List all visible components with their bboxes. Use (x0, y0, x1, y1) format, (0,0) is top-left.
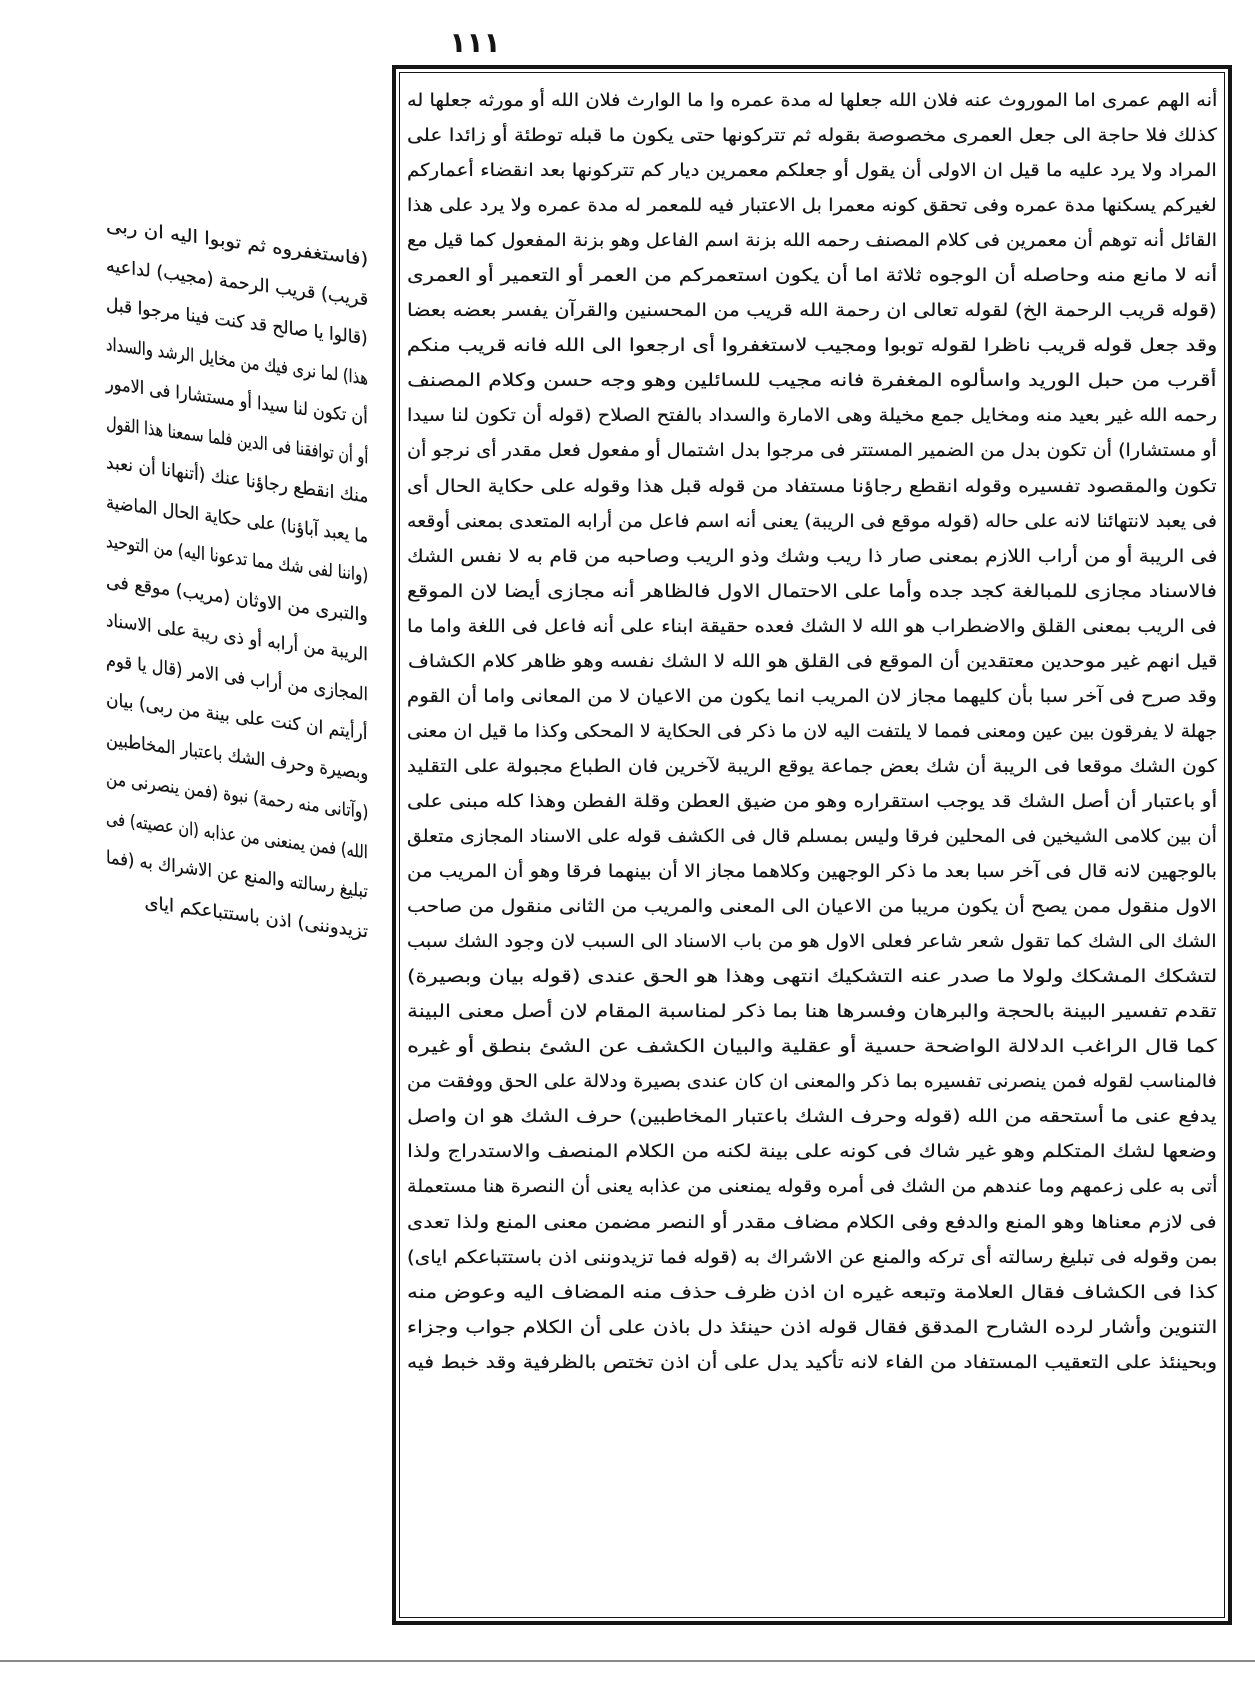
main-text-line: وضعها لشك المتكلم وهو غير شاك فى كونه على بينة لكنه من الكلام المنصف والاستدراج ولذا (407, 1141, 1217, 1163)
main-text-line: وقد صرح فى آخر سبا بأن كليهما مجاز لان المريب انما يكون من الاعيان لا من المعانى واما أن القوم (407, 685, 1217, 707)
margin-note-line: أن تكون لنا سيدا أو مستشارا فى الامور (106, 373, 368, 429)
margin-note-line: هذا) لما نرى فيك من مخايل الرشد والسداد (105, 333, 368, 389)
main-text-line: قيل انهم غير موحدين معتقدين أن الموقع فى القلق هو الله لا الشك نفسه وهو ظاهر كلام الكشاف (407, 650, 1217, 672)
margin-note-line: الله) فمن يمنعنى من عذابه (ان عصيته) فى (106, 807, 368, 863)
margin-note-line: تبليغ رسالته والمنع عن الاشراك به (فما (106, 847, 368, 903)
main-text-line: تكون والمقصود تفسيره وقوله انقطع رجاؤنا مستفاد من قوله قبل هذا وقوله على حكاية الحال أى (407, 475, 1217, 497)
main-text-line: لتشكك المشكك ولولا ما صدر عنه التشكيك انتهى وهذا هو الحق عندى (قوله بيان وبصيرة) (406, 966, 1217, 988)
main-text-line: بمن وقوله فى تبليغ رسالته أى تركه والمنع عن الاشراك به (قوله فما تزيدوننى اذن باستتباعكم اياى) (406, 1246, 1217, 1268)
margin-note-line: وبصيرة وحرف الشك باعتبار المخاطبين (105, 728, 368, 784)
main-text-line: رحمه الله غير بعيد منه ومخايل جمع مخيلة وهى الامارة والسداد بالفتح الصلاح (قوله أن تكون لنا سيدا (407, 405, 1217, 427)
scan-edge-line (0, 1660, 1255, 1662)
main-text-line: لغيركم يسكنها مدة عمره وفى تحقق كونه معمرا بل الاعتبار فيه للمعمر له مدة عمره ولا يرد على هذا (407, 195, 1217, 217)
main-text-line: أقرب من حبل الوريد واسألوه المغفرة فانه مجيب للسائلين وهو وجه حسن وكلام المصنف (407, 370, 1217, 392)
main-text-line: أتى به على زعمهم وما عندهم من الشك فى أمره وقوله يمنعنى من عذابه يعنى أن النصرة هنا مستعملة (406, 1176, 1217, 1198)
margin-notes-block (106, 206, 368, 951)
main-text-line: كما قال الراغب الدلالة الواضحة حسية أو عقلية والبيان الكشف عن الشئ بنطق أو غيره (407, 1036, 1217, 1058)
main-text-line: بالوجهين لانه قال فى آخر سبا بعد ما ذكر الوجهين وكلاهما مجاز الا أن بينهما فرقا وهو أن المريب من (407, 861, 1217, 883)
main-text-line: وقد جعل قوله قريب ناظرا لقوله توبوا ومجيب لاستغفروا أى ارجعوا الى الله فانه قريب منكم (406, 335, 1217, 357)
margin-note-line: (قالوا يا صالح قد كنت فينا مرجوا قبل (106, 294, 368, 350)
main-text-line: أو باعتبار أن أصل الشك قد يوجب استقراره وهو من ضيق العطن وقلة الفطن وهذا كله مبنى على (406, 790, 1217, 812)
main-text-line: أنه لا مانع منه وحاصله أن الوجوه ثلاثة اما أن يكون استعمركم من العمر أو التعمير أو العمرى (406, 265, 1217, 287)
main-text-line: وبحينئذ على التعقيب المستفاد من الفاء لانه تأكيد يدل على أن اذن تختص بالظرفية وقد خبط فيه (406, 1351, 1217, 1373)
main-text-line: كون الشك موقعا فى الريبة أن شك بعض جماعة يوقع الريبة لآخرين فان الطباع مجبولة على التقليد (407, 755, 1217, 777)
main-text-line: أن بين كلامى الشيخين فى المحلين فرقا وليس بمسلم قال فى الكشف قوله على الاسناد المجازى متعلق (407, 825, 1217, 847)
margin-note-line: قريب) قريب الرحمة (مجيب) لداعيه (105, 254, 368, 310)
main-text-line: فى يعبد لانتهائنا لانه على حاله (قوله موقع فى الريبة) يعنى أنه اسم فاعل من أرابه المتعدى بمعنى أوقعه (406, 510, 1217, 532)
main-text-line: فى الريبة أو من أراب اللازم بمعنى صار ذا ريب وشك وذو الريب وصاحبه من قام به لا نفس الشك (406, 545, 1217, 567)
margin-note-line: (وآتانى منه رحمة) نبوة (فمن ينصرنى من (105, 767, 368, 824)
margin-note-line: منك انقطع رجاؤنا عنك (أتنهانا أن نعبد (105, 451, 368, 508)
main-text-line: فالاسناد مجازى للمبالغة كجد جده وأما على الاحتمال الاول فالظاهر أنه مجازى أيضا لان الموقع (407, 580, 1217, 602)
margin-note-line: (فاستغفروه ثم توبوا اليه ان ربى (105, 214, 368, 271)
margin-note-line: ما يعبد آباؤنا) على حكاية الحال الماضية (105, 491, 368, 547)
main-text-line: فى لازم معناها وهو المنع والدفع وفى الكلام مضاف مقدر أو النصر مضمن معنى المنع ولذا تعدى (407, 1211, 1217, 1233)
main-text-line: أنه الهم عمرى اما الموروث عنه فلان الله جعلها له مدة عمره وا ما الوارث فلان الله أو مورثه جعلها له (406, 90, 1217, 111)
main-text-line: الاول منقول ممن يصح أن يكون مريبا من الاعيان الى المعنى والمريب من الثانى منقول من صاحب (407, 896, 1217, 918)
main-text-line: يدفع عنى ما أستحقه من الله (قوله وحرف الشك باعتبار المخاطبين) حرف الشك هو ان واصل (407, 1106, 1217, 1128)
margin-note-line: المجازى من أراب فى الامر (قال يا قوم (106, 649, 368, 705)
margin-note-line: تزيدوننى) اذن باستتباعكم اياى (144, 891, 368, 942)
main-text-line: المراد ولا يرد عليه ما قيل ان الاولى أن يقول أو جعلكم معمرين ديار كم تتركونها بعد انقضاء أعماركم (407, 160, 1217, 182)
main-text-line: القائل أنه توهم أن معمرين فى كلام المصنف رحمه الله بزنة اسم الفاعل وهو بزنة المفعول كما قيل مع (407, 230, 1217, 252)
margin-note-line: والتبرى من الاوثان (مريب) موقع فى (106, 570, 368, 626)
main-text-line: الشك الى الشك كما تقول شعر شاعر فعلى الاول هو من باب الاسناد الى السبب لان وجود الشك سبب (407, 931, 1217, 953)
main-text-block (407, 83, 1217, 1380)
main-text-line: أو مستشارا) أن تكون بدل من الضمير المستتر فى مرجوا بدل اشتمال أو مفعول فعل مقدر أى نرجو أن (407, 440, 1217, 462)
margin-note-line: (واننا لفى شك مما تدعونا اليه) من التوحيد (105, 530, 368, 587)
main-text-line: فى الريب بمعنى القلق والاضطراب هو الله لا الشك فعده حقيقة ابناء على أنه فاعل فى اللغة واما ما (407, 615, 1217, 637)
main-text-line: فالمناسب لقوله فمن ينصرنى تفسيره بما ذكر والمعنى ان كان عندى بصيرة ودلالة على الحق ووفقت من (407, 1071, 1217, 1093)
main-text-line: تقدم تفسير البينة بالحجة والبرهان وفسرها هنا بما ذكر لمناسبة المقام لان أصل معنى البينة (407, 1001, 1217, 1023)
main-text-line: كذا فى الكشاف فقال العلامة وتبعه غيره ان اذن ظرف حذف منه المضاف اليه وعوض منه (406, 1281, 1217, 1303)
margin-note-line: أرأيتم ان كنت على بينة من ربى) بيان (106, 689, 368, 745)
main-text-line: كذلك فلا حاجة الى جعل العمرى مخصوصة بقوله ثم تتركونها حتى يكون ما قبله توطئة أو زائدا على (407, 125, 1217, 147)
main-text-line: التنوين وأشار لرده الشارح المدقق فقال قوله اذن حينئذ دل باذن على أن الكلام جواب وجزاء (406, 1316, 1217, 1338)
main-text-line: جهلة لا يفرقون بين عين ومعنى فمما لا يلتفت اليه لان ما ذكر فى الحكاية لا المحكى وكذا ما قيل ان معنى (406, 720, 1217, 742)
main-text-line: (قوله قريب الرحمة الخ) لقوله تعالى ان رحمة الله قريب من المحسنين والقرآن يفسر بعضه بعضا (407, 300, 1217, 322)
margin-note-line: الريبة من أرابه أو ذى ريبة على الاسناد (106, 610, 368, 666)
page-number: ١١١ (449, 26, 501, 59)
margin-note-line: أو أن توافقنا فى الدين فلما سمعنا هذا القول (105, 412, 368, 468)
